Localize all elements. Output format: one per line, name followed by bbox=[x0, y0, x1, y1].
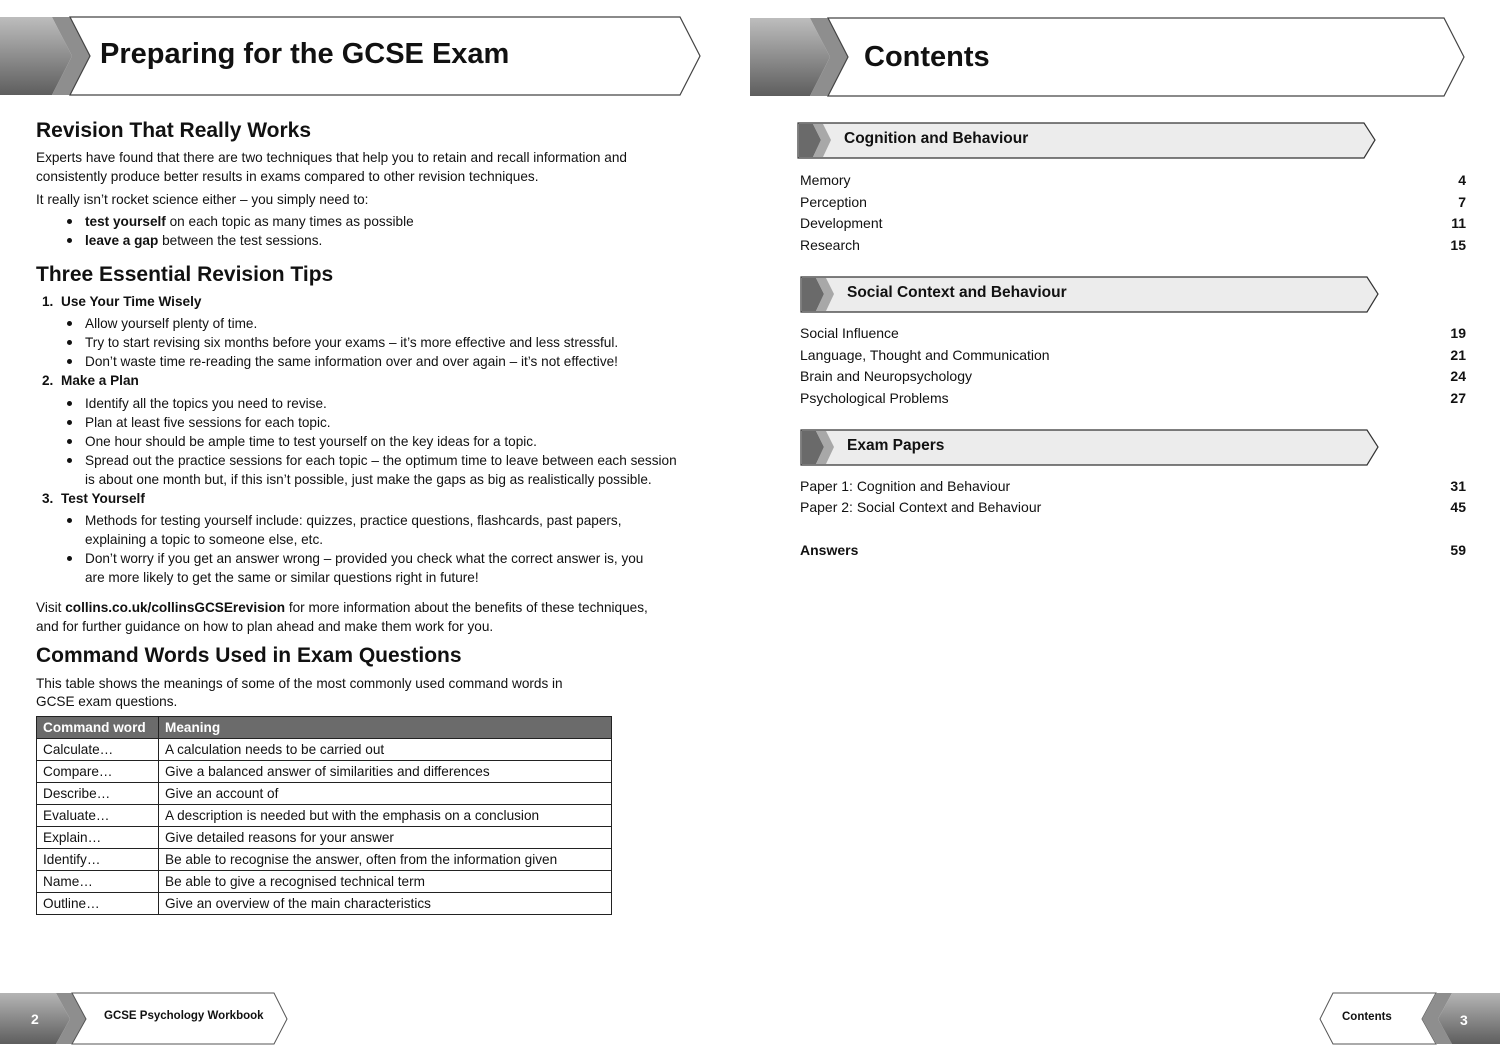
toc-entry[interactable]: Psychological Problems 27 bbox=[800, 390, 1466, 406]
section-heading-tips: Three Essential Revision Tips bbox=[36, 263, 334, 286]
right-page-footer bbox=[1318, 992, 1500, 1046]
table-cell: A description is needed but with the emphasis on a conclusion bbox=[159, 805, 612, 827]
toc-entry[interactable]: Paper 1: Cognition and Behaviour 31 bbox=[800, 478, 1466, 494]
table-cell: Describe… bbox=[37, 783, 159, 805]
toc-entry[interactable]: Paper 2: Social Context and Behaviour 45 bbox=[800, 499, 1466, 515]
table-cell: Calculate… bbox=[37, 739, 159, 761]
list-item: Try to start revising six months before your exams – it’s more effective and less stressful. bbox=[36, 333, 618, 352]
table-row bbox=[37, 761, 612, 783]
tip-heading-1: 1. Use Your Time Wisely bbox=[42, 294, 202, 309]
list-item-continuation: explaining a topic to someone else, etc. bbox=[85, 532, 324, 547]
toc-entry[interactable]: Development 11 bbox=[800, 215, 1466, 231]
right-page-header bbox=[750, 17, 1470, 99]
toc-entry[interactable]: Perception 7 bbox=[800, 194, 1466, 210]
header-chevron-graphic bbox=[750, 17, 1470, 99]
table-cell: Be able to give a recognised technical term bbox=[159, 871, 612, 893]
list-item: Don’t waste time re-reading the same information over and over again – it’s not effective! bbox=[36, 352, 618, 371]
table-cell: Compare… bbox=[37, 761, 159, 783]
list-item: Allow yourself plenty of time. bbox=[36, 314, 257, 333]
intro-line-2: consistently produce better results in exams compared to other revision techniques. bbox=[36, 169, 539, 184]
intro-line-1: Experts have found that there are two techniques that help you to retain and recall information and bbox=[36, 150, 627, 165]
tip-heading-3: 3. Test Yourself bbox=[42, 491, 145, 506]
table-row bbox=[37, 893, 612, 915]
column-header-meaning: Meaning bbox=[159, 717, 612, 739]
table-cell: Identify… bbox=[37, 849, 159, 871]
list-item: leave a gap between the test sessions. bbox=[36, 231, 322, 250]
toc-entry[interactable]: Brain and Neuropsychology 24 bbox=[800, 368, 1466, 384]
table-cell: Give detailed reasons for your answer bbox=[159, 827, 612, 849]
visit-line-2: and for further guidance on how to plan ahead and make them work for you. bbox=[36, 619, 494, 634]
list-item: Identify all the topics you need to revise. bbox=[36, 394, 327, 413]
page-number: 3 bbox=[1460, 1012, 1468, 1028]
command-intro-line-1: This table shows the meanings of some of the most commonly used command words in bbox=[36, 676, 563, 691]
page-title: Preparing for the GCSE Exam bbox=[100, 38, 510, 70]
table-cell: Give an overview of the main characteristics bbox=[159, 893, 612, 915]
table-cell: Give an account of bbox=[159, 783, 612, 805]
table-cell: Give a balanced answer of similarities and differences bbox=[159, 761, 612, 783]
table-row bbox=[37, 871, 612, 893]
column-header-command-word: Command word bbox=[37, 717, 159, 739]
left-page-header bbox=[0, 16, 704, 98]
list-item-continuation: is about one month but, if this isn’t possible, just make the gaps as big as realistically possible. bbox=[85, 472, 652, 487]
toc-entry[interactable]: Social Influence 19 bbox=[800, 325, 1466, 341]
footer-label: Contents bbox=[1342, 1011, 1392, 1023]
table-cell: Explain… bbox=[37, 827, 159, 849]
list-item: Methods for testing yourself include: quizzes, practice questions, flashcards, past papers, bbox=[36, 511, 621, 530]
table-row bbox=[37, 805, 612, 827]
table-row bbox=[37, 783, 612, 805]
intro-lead: It really isn’t rocket science either – you simply need to: bbox=[36, 192, 369, 207]
command-words-table bbox=[36, 716, 612, 915]
toc-section-title: Cognition and Behaviour bbox=[844, 130, 1029, 147]
left-page-footer bbox=[0, 992, 290, 1046]
list-item: Don’t worry if you get an answer wrong – provided you check what the correct answer is, you bbox=[36, 549, 643, 568]
page-number: 2 bbox=[31, 1011, 39, 1027]
toc-section-header bbox=[797, 122, 1379, 160]
list-item: test yourself on each topic as many times as possible bbox=[36, 212, 414, 231]
tip-heading-2: 2. Make a Plan bbox=[42, 373, 139, 388]
page-title: Contents bbox=[864, 41, 990, 73]
section-heading-revision: Revision That Really Works bbox=[36, 119, 312, 142]
table-row bbox=[37, 849, 612, 871]
list-item: Plan at least five sessions for each topic. bbox=[36, 413, 331, 432]
toc-section-title: Social Context and Behaviour bbox=[847, 284, 1067, 301]
table-cell: Evaluate… bbox=[37, 805, 159, 827]
list-item: Spread out the practice sessions for each topic – the optimum time to leave between each session bbox=[36, 451, 677, 470]
toc-section-header bbox=[800, 429, 1382, 467]
table-cell: A calculation needs to be carried out bbox=[159, 739, 612, 761]
toc-entry[interactable]: Language, Thought and Communication 21 bbox=[800, 347, 1466, 363]
section-heading-command-words: Command Words Used in Exam Questions bbox=[36, 644, 462, 667]
toc-section-header bbox=[800, 276, 1382, 314]
table-row bbox=[37, 739, 612, 761]
collins-link[interactable]: collins.co.uk/collinsGCSErevision bbox=[65, 600, 286, 615]
list-item-continuation: are more likely to get the same or similar questions right in future! bbox=[85, 570, 479, 585]
command-intro-line-2: GCSE exam questions. bbox=[36, 694, 178, 709]
toc-entry[interactable]: Research 15 bbox=[800, 237, 1466, 253]
table-header-row bbox=[37, 717, 612, 739]
book-title: GCSE Psychology Workbook bbox=[104, 1010, 264, 1022]
visit-line-1: Visit collins.co.uk/collinsGCSErevision for more information about the benefits of these techniques, bbox=[36, 600, 648, 615]
table-cell: Be able to recognise the answer, often from the information given bbox=[159, 849, 612, 871]
toc-entry-answers[interactable]: Answers 59 bbox=[800, 542, 1466, 558]
toc-section-title: Exam Papers bbox=[847, 437, 945, 454]
table-cell: Outline… bbox=[37, 893, 159, 915]
toc-entry[interactable]: Memory 4 bbox=[800, 172, 1466, 188]
table-cell: Name… bbox=[37, 871, 159, 893]
table-row bbox=[37, 827, 612, 849]
list-item: One hour should be ample time to test yourself on the key ideas for a topic. bbox=[36, 432, 537, 451]
